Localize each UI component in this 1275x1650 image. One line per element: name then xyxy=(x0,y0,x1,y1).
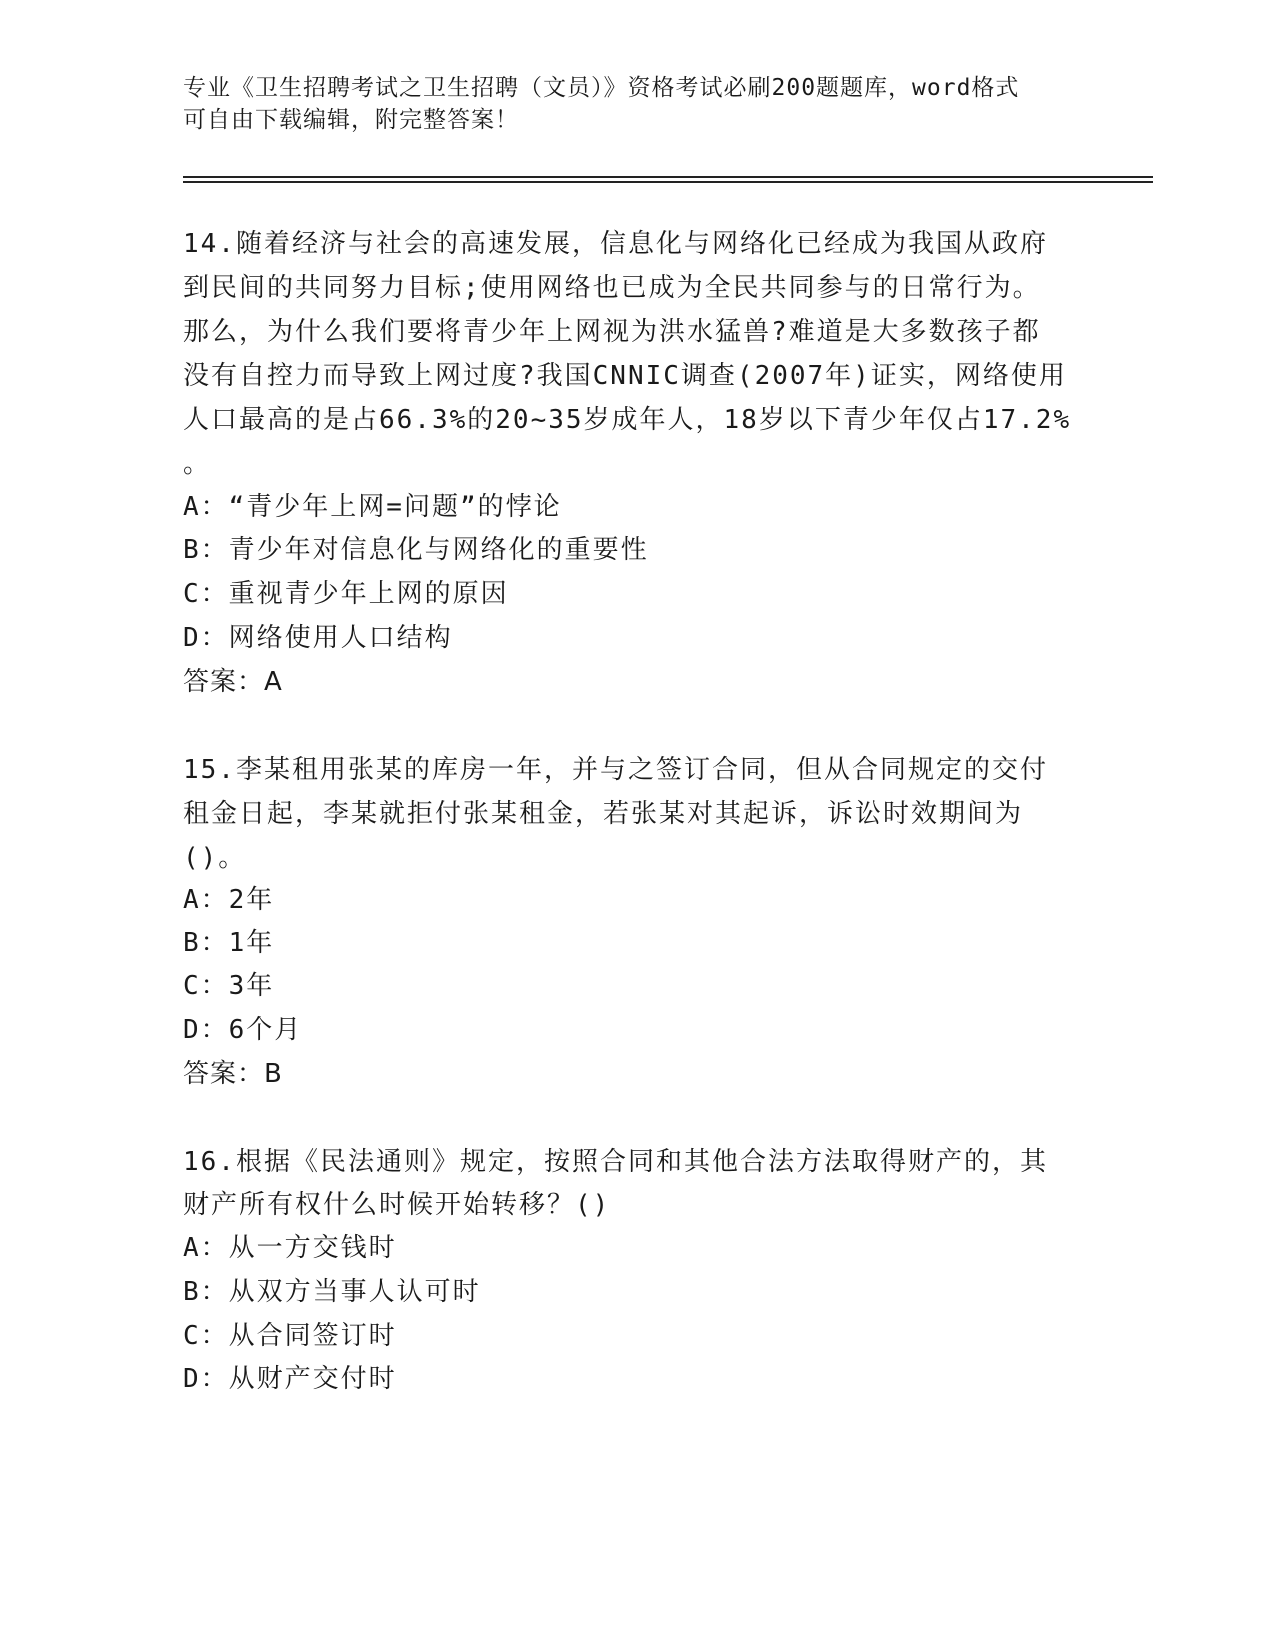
question-14-stem-line-6: 。 xyxy=(183,449,212,479)
question-15-stem-line-1: 15.李某租用张某的库房一年，并与之签订合同，但从合同规定的交付 xyxy=(183,755,1048,785)
document-header xyxy=(183,72,1083,136)
question-16-option-d: D：从财产交付时 xyxy=(183,1364,397,1394)
question-14-option-c: C：重视青少年上网的原因 xyxy=(183,579,509,609)
question-16-stem-line-1: 16.根据《民法通则》规定，按照合同和其他合法方法取得财产的，其 xyxy=(183,1147,1048,1177)
question-15-option-b: B：1年 xyxy=(183,928,275,958)
question-15-stem-line-2: 租金日起，李某就拒付张某租金，若张某对其起诉，诉讼时效期间为 xyxy=(183,799,1024,829)
question-15-stem-line-3: ()。 xyxy=(183,843,247,873)
question-14-stem-line-3: 那么，为什么我们要将青少年上网视为洪水猛兽?难道是大多数孩子都 xyxy=(183,317,1041,347)
header-divider-top xyxy=(183,176,1153,178)
question-16-stem-line-2: 财产所有权什么时候开始转移？() xyxy=(183,1190,611,1220)
question-14-option-b: B：青少年对信息化与网络化的重要性 xyxy=(183,535,649,565)
question-16-option-c: C：从合同签订时 xyxy=(183,1321,397,1351)
question-14-option-a: A：“青少年上网=问题”的悖论 xyxy=(183,492,562,522)
question-15-answer: 答案：B xyxy=(183,1059,283,1089)
question-16-option-b: B：从双方当事人认可时 xyxy=(183,1277,481,1307)
question-14-stem-line-2: 到民间的共同努力目标;使用网络也已成为全民共同参与的日常行为。 xyxy=(183,273,1041,303)
question-15-option-c: C：3年 xyxy=(183,971,275,1001)
question-14-stem-line-5: 人口最高的是占66.3%的20~35岁成年人，18岁以下青少年仅占17.2% xyxy=(183,405,1072,435)
header-divider-bottom xyxy=(183,181,1153,183)
header-line-1: 专业《卫生招聘考试之卫生招聘（文员）》资格考试必刷200题题库，word格式 xyxy=(183,75,1020,101)
question-14-option-d: D：网络使用人口结构 xyxy=(183,623,453,653)
question-15-option-a: A：2年 xyxy=(183,885,275,915)
question-15-option-d: D：6个月 xyxy=(183,1015,303,1045)
header-line-2: 可自由下载编辑，附完整答案！ xyxy=(183,107,519,133)
question-16-option-a: A：从一方交钱时 xyxy=(183,1233,397,1263)
question-14-stem-line-4: 没有自控力而导致上网过度?我国CNNIC调查(2007年)证实，网络使用 xyxy=(183,361,1067,391)
question-14-stem-line-1: 14.随着经济与社会的高速发展，信息化与网络化已经成为我国从政府 xyxy=(183,229,1048,259)
question-14-answer: 答案：A xyxy=(183,667,283,697)
